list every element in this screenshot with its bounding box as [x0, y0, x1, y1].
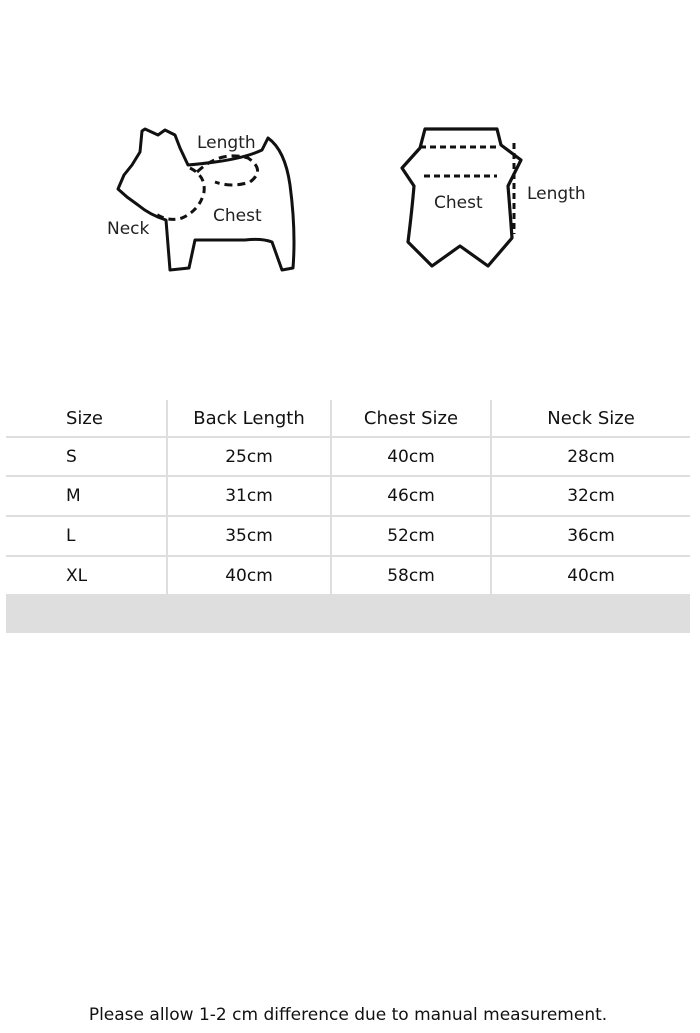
table-cell-chest-size: 46cm [332, 477, 490, 515]
table-cell-neck-size: 40cm [492, 557, 690, 594]
header-size: Size [6, 400, 166, 436]
dog-chest-label: Chest [213, 206, 262, 226]
table-cell-chest-size: 58cm [332, 557, 490, 594]
header-back-length: Back Length [168, 400, 330, 436]
table-cell-size: L [6, 517, 166, 555]
table-cell-size: S [6, 438, 166, 475]
table-cell-neck-size: 28cm [492, 438, 690, 475]
table-cell-neck-size: 36cm [492, 517, 690, 555]
table-cell-chest-size: 52cm [332, 517, 490, 555]
table-cell-back-length: 40cm [168, 557, 330, 594]
table-cell-size: M [6, 477, 166, 515]
dog-neck-dashes-icon [156, 168, 204, 219]
garment-chest-label: Chest [434, 193, 483, 213]
diagrams-svg [0, 0, 700, 360]
dog-neck-label: Neck [107, 219, 150, 239]
table-cell-neck-size: 32cm [492, 477, 690, 515]
table-cell-back-length: 35cm [168, 517, 330, 555]
garment-length-label: Length [527, 184, 586, 204]
header-chest-size: Chest Size [332, 400, 490, 436]
measurement-diagrams [0, 0, 700, 360]
size-table [6, 400, 690, 1025]
dog-length-label: Length [197, 133, 256, 153]
header-neck-size: Neck Size [492, 400, 690, 436]
table-cell-back-length: 25cm [168, 438, 330, 475]
table-cell-back-length: 31cm [168, 477, 330, 515]
table-cell-chest-size: 40cm [332, 438, 490, 475]
table-cell-size: XL [6, 557, 166, 594]
measurement-note: Please allow 1-2 cm difference due to manual measurement. [88, 1004, 608, 1025]
